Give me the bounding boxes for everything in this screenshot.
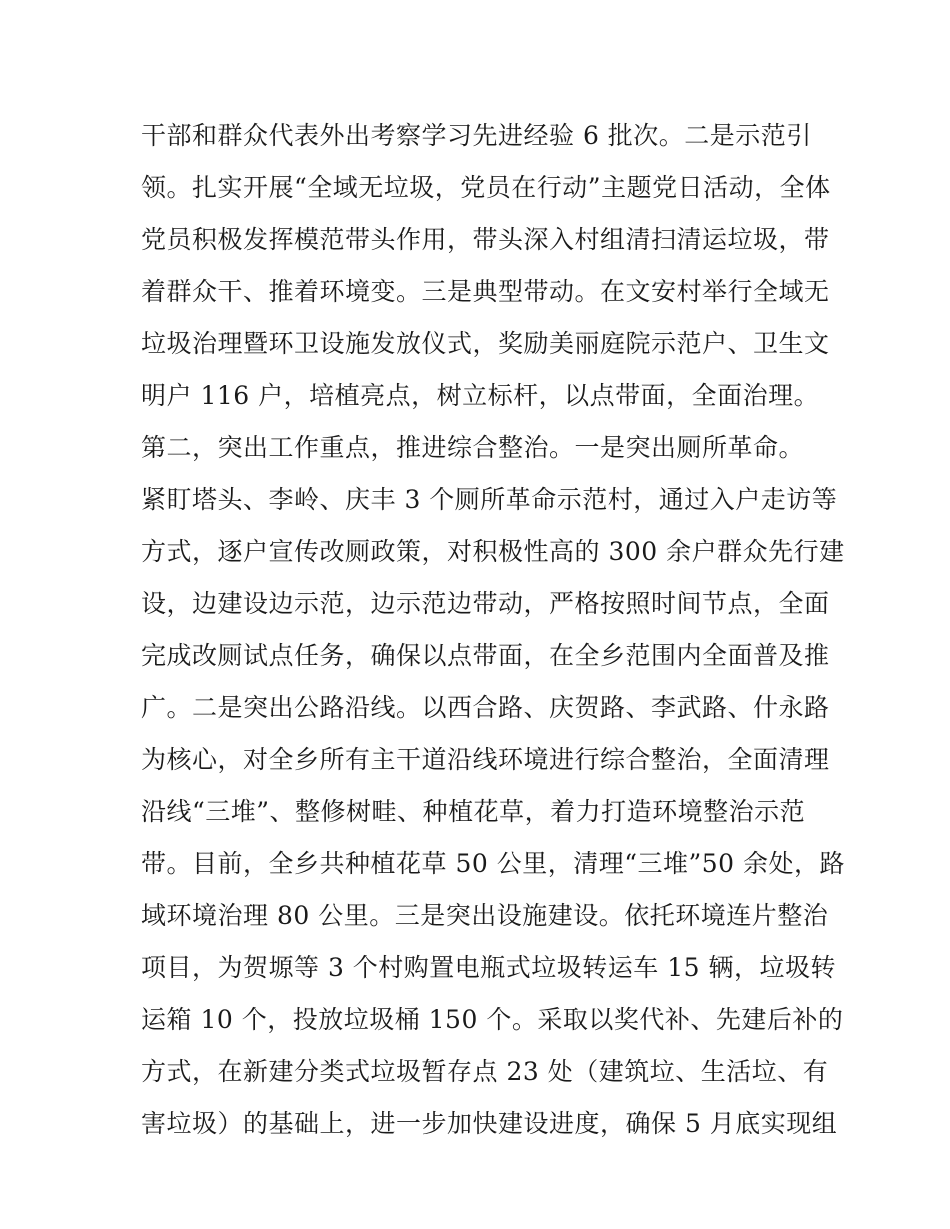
text-line: 第二，突出工作重点，推进综合整治。一是突出厕所革命。: [141, 433, 805, 462]
text-line: 项目，为贺塬等 3 个村购置电瓶式垃圾转运车 15 辆，垃圾转: [141, 953, 837, 982]
text-line: 设，边建设边示范，边示范边带动，严格按照时间节点，全面: [141, 589, 830, 618]
text-line: 方式，在新建分类式垃圾暂存点 23 处（建筑垃、生活垃、有: [141, 1057, 829, 1086]
text-line: 域环境治理 80 公里。三是突出设施建设。依托环境连片整治: [141, 901, 829, 930]
text-line: 带。目前，全乡共种植花草 50 公里，清理“三堆”50 余处，路: [141, 849, 846, 878]
text-line: 害垃圾）的基础上，进一步加快建设进度，确保 5 月底实现组: [141, 1109, 838, 1138]
text-line: 干部和群众代表外出考察学习先进经验 6 批次。二是示范引: [141, 121, 812, 150]
text-line: 沿线“三堆”、整修树畦、种植花草，着力打造环境整治示范: [141, 797, 806, 826]
text-line: 垃圾治理暨环卫设施发放仪式，奖励美丽庭院示范户、卫生文: [141, 329, 830, 358]
text-line: 明户 116 户，培植亮点，树立标杆，以点带面，全面治理。: [141, 381, 820, 410]
text-line: 方式，逐户宣传改厕政策，对积极性高的 300 余户群众先行建: [141, 537, 845, 566]
text-line: 紧盯塔头、李岭、庆丰 3 个厕所革命示范村，通过入户走访等: [141, 485, 838, 514]
text-line: 为核心，对全乡所有主干道沿线环境进行综合整治，全面清理: [141, 745, 830, 774]
text-line: 党员积极发挥模范带头作用，带头深入村组清扫清运垃圾，带: [141, 225, 830, 254]
text-line: 完成改厕试点任务，确保以点带面，在全乡范围内全面普及推: [141, 641, 830, 670]
body-text: [141, 110, 846, 1150]
text-line: 广。二是突出公路沿线。以西合路、庆贺路、李武路、什永路: [141, 693, 830, 722]
text-line: 运箱 10 个，投放垃圾桶 150 个。采取以奖代补、先建后补的: [141, 1005, 844, 1034]
text-line: 着群众干、推着环境变。三是典型带动。在文安村举行全域无: [141, 277, 830, 306]
text-line: 领。扎实开展“全域无垃圾，党员在行动”主题党日活动，全体: [141, 173, 831, 202]
